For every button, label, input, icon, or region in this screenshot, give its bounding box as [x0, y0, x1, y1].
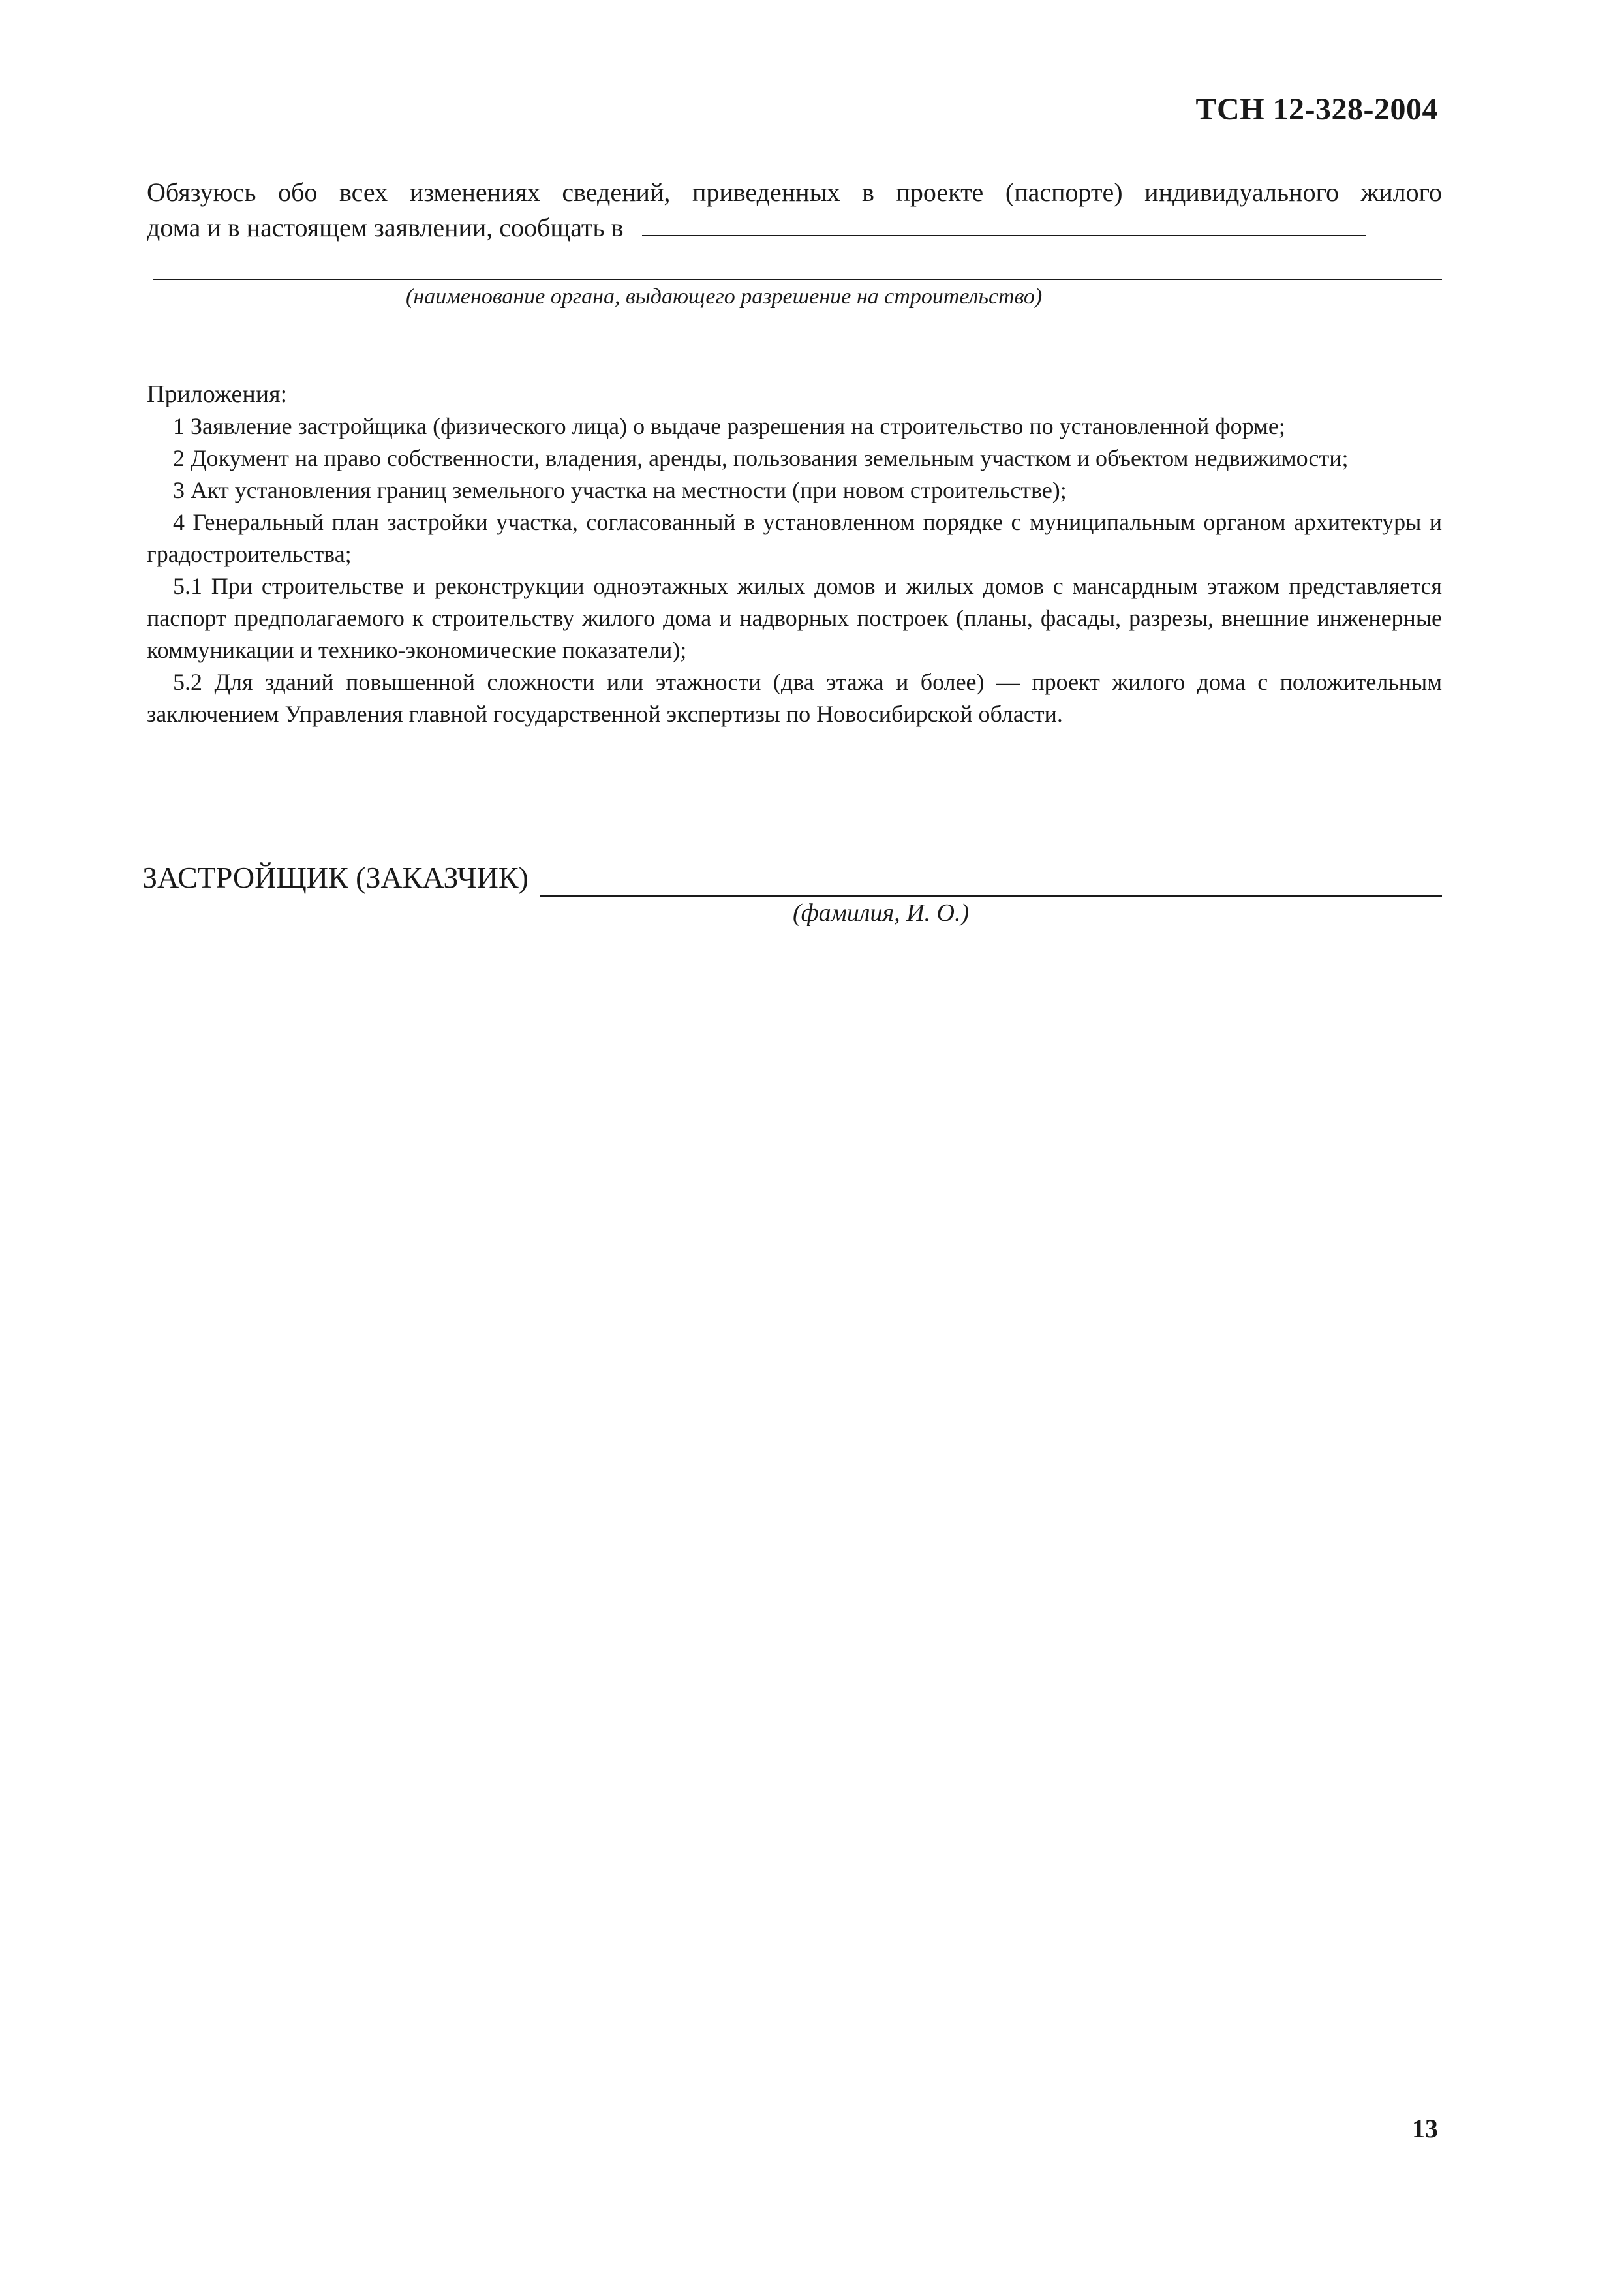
appendix-item: 2 Документ на право собственности, владения, аренды, пользования земельным участком и объектом недвижимости;: [173, 445, 1349, 471]
signature-line: [540, 895, 1442, 897]
appendix-item: 3 Акт установления границ земельного участка на местности (при новом строительстве);: [173, 477, 1067, 503]
authority-name-line: [153, 279, 1442, 280]
commitment-paragraph: [147, 175, 1442, 245]
commitment-line-1: Обязуюсь обо всех изменениях сведений, приведенных в проекте (паспорте) индивидуального жилого: [147, 178, 1442, 207]
document-code: ТСН 12-328-2004: [1195, 92, 1438, 127]
appendix-item: 5.2 Для зданий повышенной сложности или этажности (два этажа и более) — проект жилого дома с положительным заключением Управления главной государственной экспертизы по Новосибирской области.: [147, 669, 1442, 727]
appendix-heading: Приложения:: [147, 380, 288, 408]
appendix-item: 5.1 При строительстве и реконструкции одноэтажных жилых домов и жилых домов с мансардным этажом представляется паспорт предполагаемого к строительству жилого дома и надворных построек (планы, фасады, разрезы, внешние инженерные коммуникации и технико-экономические показатели);: [147, 573, 1442, 663]
appendix-section: [147, 379, 1442, 730]
authority-fill-line: [642, 234, 1366, 236]
appendix-item: 1 Заявление застройщика (физического лица) о выдаче разрешения на строительство по установленной форме;: [173, 413, 1285, 439]
authority-caption: (наименование органа, выдающего разрешение на строительство): [406, 285, 1043, 309]
appendix-item: 4 Генеральный план застройки участка, согласованный в установленном порядке с муниципальным органом архитектуры и градостроительства;: [147, 509, 1442, 567]
page-number: 13: [1412, 2114, 1438, 2143]
signature-caption: (фамилия, И. О.): [793, 899, 970, 927]
commitment-line-2-row: [147, 210, 1442, 245]
commitment-line-2: дома и в настоящем заявлении, сообщать в: [147, 213, 624, 242]
signature-label: ЗАСТРОЙЩИК (ЗАКАЗЧИК): [142, 861, 529, 894]
